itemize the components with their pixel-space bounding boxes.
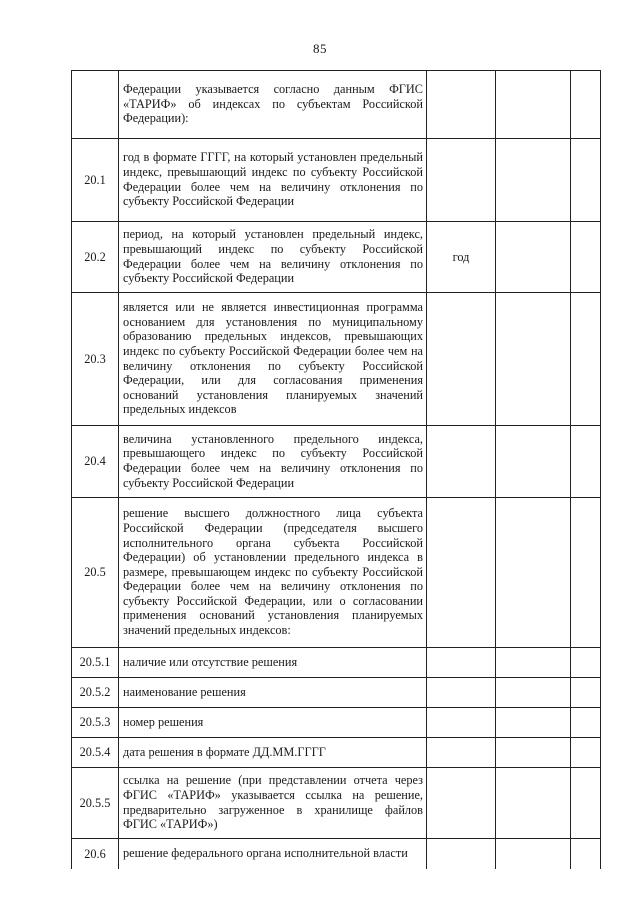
row-number: 20.1 bbox=[72, 139, 119, 222]
row-value-cell bbox=[496, 293, 571, 426]
row-unit bbox=[427, 426, 496, 498]
row-description: решение федерального органа исполнительной власти bbox=[119, 839, 427, 870]
row-note-cell bbox=[571, 71, 601, 139]
table-row bbox=[72, 71, 601, 139]
table-row bbox=[72, 768, 601, 839]
row-unit bbox=[427, 738, 496, 768]
row-note-cell bbox=[571, 738, 601, 768]
document-table bbox=[71, 70, 601, 869]
row-value-cell bbox=[496, 71, 571, 139]
row-note-cell bbox=[571, 222, 601, 293]
row-value-cell bbox=[496, 498, 571, 648]
row-value-cell bbox=[496, 648, 571, 678]
row-value-cell bbox=[496, 708, 571, 738]
row-description: наличие или отсутствие решения bbox=[119, 648, 427, 678]
page-number: 85 bbox=[313, 41, 327, 56]
row-number: 20.5.4 bbox=[72, 738, 119, 768]
table-row bbox=[72, 426, 601, 498]
row-description: период, на который установлен предельный индекс, превышающий индекс по субъекту Российской Федерации более чем на величину отклонения по субъекту Российской Федерации bbox=[119, 222, 427, 293]
table-row bbox=[72, 648, 601, 678]
row-number: 20.5.1 bbox=[72, 648, 119, 678]
row-description: номер решения bbox=[119, 708, 427, 738]
row-value-cell bbox=[496, 738, 571, 768]
row-unit bbox=[427, 498, 496, 648]
row-description: величина установленного предельного индекса, превышающего индекс по субъекту Российской Федерации более чем на величину отклонения по субъекту Российской Федерации bbox=[119, 426, 427, 498]
row-unit bbox=[427, 839, 496, 870]
row-number: 20.6 bbox=[72, 839, 119, 870]
row-value-cell bbox=[496, 768, 571, 839]
row-number: 20.5.3 bbox=[72, 708, 119, 738]
row-description: Федерации указывается согласно данным ФГИС «ТАРИФ» об индексах по субъектам Российской Федерации): bbox=[119, 71, 427, 139]
row-unit bbox=[427, 708, 496, 738]
table-row bbox=[72, 293, 601, 426]
row-unit bbox=[427, 139, 496, 222]
row-number: 20.2 bbox=[72, 222, 119, 293]
row-description: год в формате ГГГГ, на который установлен предельный индекс, превышающий индекс по субъекту Российской Федерации более чем на величину отклонения по субъекту Российской Федерации bbox=[119, 139, 427, 222]
row-unit bbox=[427, 648, 496, 678]
row-note-cell bbox=[571, 139, 601, 222]
row-unit bbox=[427, 678, 496, 708]
row-value-cell bbox=[496, 139, 571, 222]
row-note-cell bbox=[571, 678, 601, 708]
row-number: 20.5 bbox=[72, 498, 119, 648]
row-description: ссылка на решение (при представлении отчета через ФГИС «ТАРИФ» указывается ссылка на решение, предварительно загруженное в хранилище файлов ФГИС «ТАРИФ») bbox=[119, 768, 427, 839]
row-value-cell bbox=[496, 839, 571, 870]
row-description: наименование решения bbox=[119, 678, 427, 708]
row-unit bbox=[427, 768, 496, 839]
row-note-cell bbox=[571, 293, 601, 426]
row-unit bbox=[427, 293, 496, 426]
row-number: 20.5.5 bbox=[72, 768, 119, 839]
row-number bbox=[72, 71, 119, 139]
row-description: является или не является инвестиционная программа основанием для установления по муниципальному образованию предельных индексов, превышающих индекс по субъекту Российской Федерации более чем на величину отклонения по субъекту Российской Федерации, или для согласования применения оснований установления планируемых значений предельных индексов bbox=[119, 293, 427, 426]
row-number: 20.3 bbox=[72, 293, 119, 426]
row-unit: год bbox=[427, 222, 496, 293]
row-unit bbox=[427, 71, 496, 139]
row-note-cell bbox=[571, 708, 601, 738]
row-description: дата решения в формате ДД.ММ.ГГГГ bbox=[119, 738, 427, 768]
row-value-cell bbox=[496, 222, 571, 293]
table-row bbox=[72, 139, 601, 222]
row-value-cell bbox=[496, 426, 571, 498]
table-row bbox=[72, 498, 601, 648]
row-note-cell bbox=[571, 839, 601, 870]
row-number: 20.4 bbox=[72, 426, 119, 498]
row-note-cell bbox=[571, 426, 601, 498]
row-note-cell bbox=[571, 768, 601, 839]
row-description: решение высшего должностного лица субъекта Российской Федерации (председателя высшего исполнительного органа субъекта Российской Федерации) об установлении предельного индекса в размере, превышающем индекс по субъекту Российской Федерации более чем на величину отклонения по субъекту Российской Федерации, или о согласовании применения оснований установления планируемых значений предельных индексов: bbox=[119, 498, 427, 648]
table-row bbox=[72, 222, 601, 293]
table-row bbox=[72, 708, 601, 738]
row-note-cell bbox=[571, 498, 601, 648]
table-row bbox=[72, 839, 601, 870]
row-number: 20.5.2 bbox=[72, 678, 119, 708]
row-note-cell bbox=[571, 648, 601, 678]
table-row bbox=[72, 738, 601, 768]
table-row bbox=[72, 678, 601, 708]
row-value-cell bbox=[496, 678, 571, 708]
